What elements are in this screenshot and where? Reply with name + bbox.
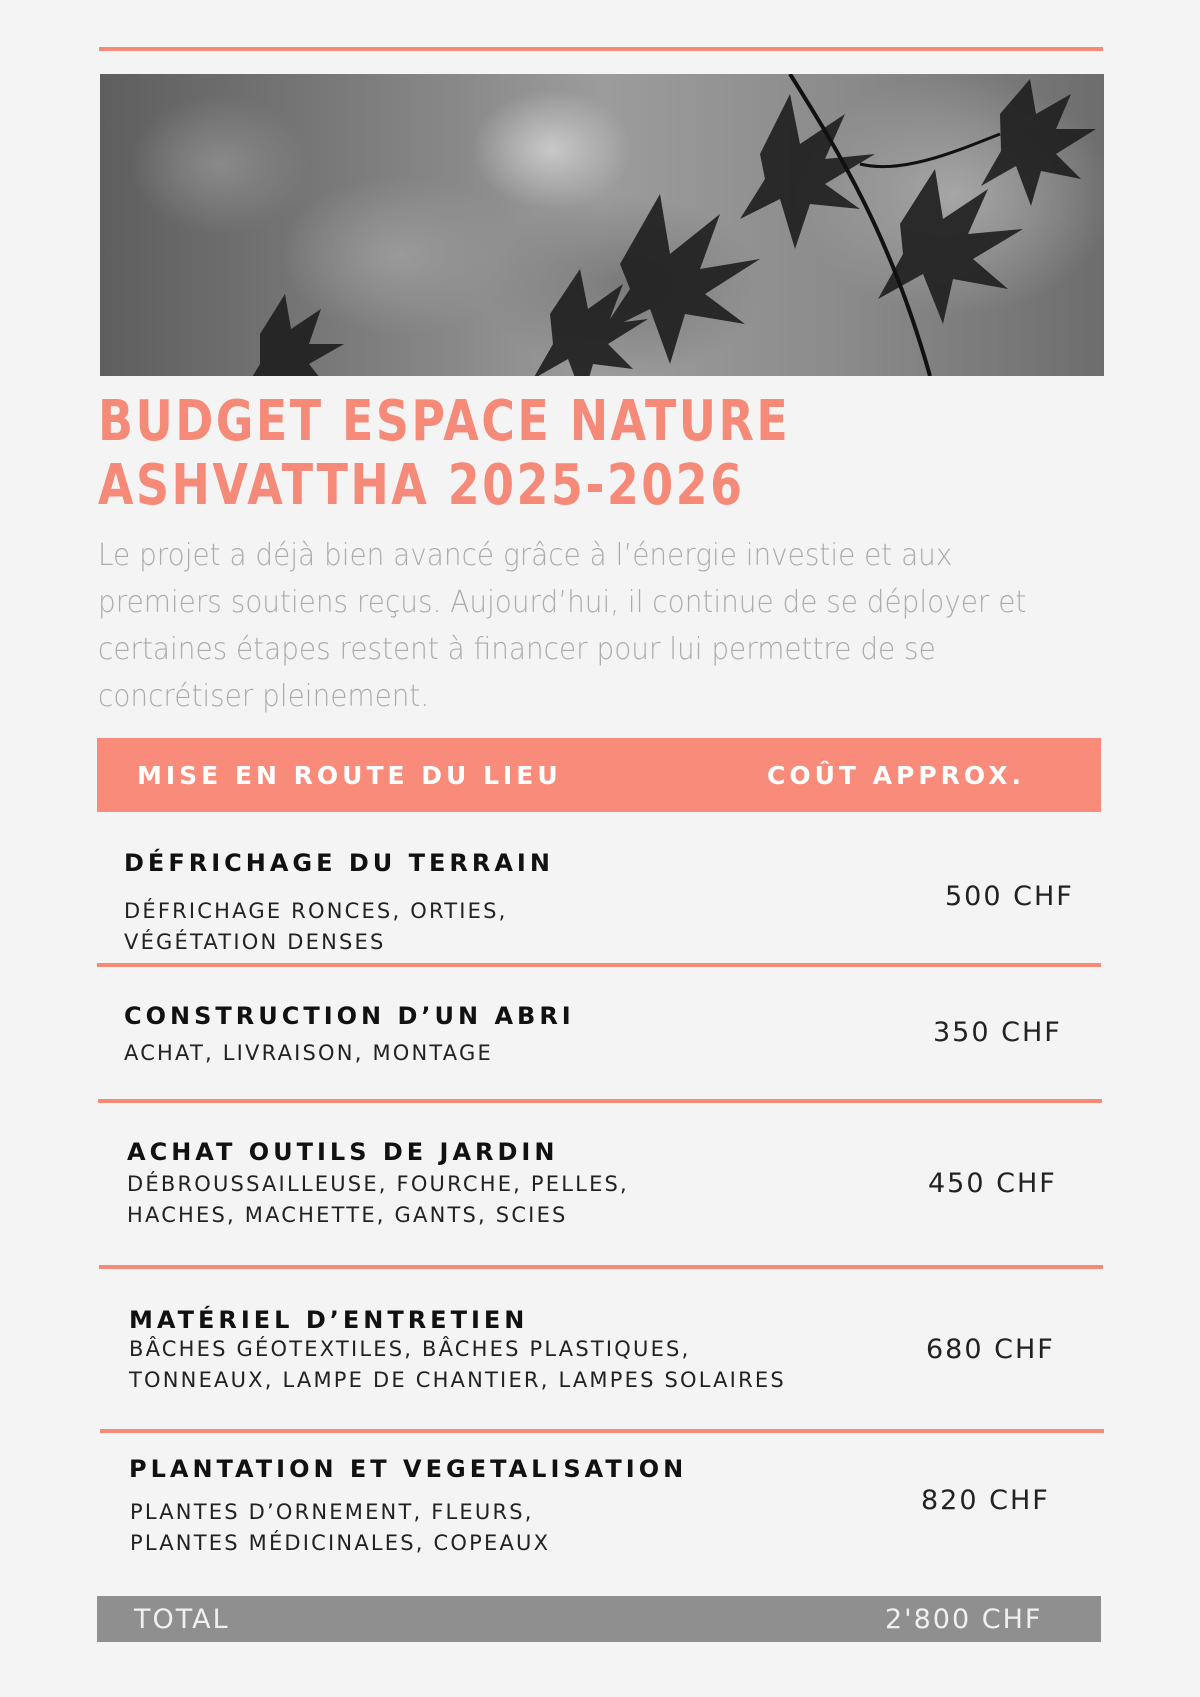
page-title: BUDGET ESPACE NATURE ASHVATTHA 2025-2026 [98, 389, 791, 518]
table-header [97, 738, 1101, 812]
item-cost: 680 CHF [926, 1334, 1055, 1365]
total-label: TOTAL [134, 1604, 230, 1635]
item-title: ACHAT OUTILS DE JARDIN [127, 1138, 559, 1166]
row-divider [99, 1265, 1103, 1269]
item-description [124, 1038, 844, 1069]
column-header-cost: COÛT APPROX. [767, 761, 1026, 790]
item-description-text: BÂCHES GÉOTEXTILES, BÂCHES PLASTIQUES, TONNEAUX, LAMPE DE CHANTIER, LAMPES SOLAIRES [129, 1337, 786, 1392]
item-cost: 820 CHF [921, 1485, 1050, 1516]
item-description-text: DÉFRICHAGE RONCES, ORTIES, VÉGÉTATION DENSES [124, 899, 508, 954]
intro-paragraph: Le projet a déjà bien avancé grâce à l’énergie investie et aux premiers soutiens reçus. Aujourd’hui, il continue de se déployer et certaines étapes restent à financer pour lui permettre de se concrétiser pleinement. [98, 538, 1027, 714]
item-title: PLANTATION ET VEGETALISATION [129, 1455, 688, 1483]
item-description-text: DÉBROUSSAILLEUSE, FOURCHE, PELLES, HACHES, MACHETTE, GANTS, SCIES [127, 1172, 629, 1227]
row-divider [97, 963, 1101, 967]
item-description [129, 1334, 929, 1396]
item-description-text: PLANTES D’ORNEMENT, FLEURS, PLANTES MÉDICINALES, COPEAUX [130, 1500, 551, 1555]
total-value: 2'800 CHF [885, 1604, 1043, 1635]
item-description [124, 896, 844, 958]
item-title: DÉFRICHAGE DU TERRAIN [124, 849, 554, 877]
hero-photo-maple-leaves [100, 74, 1104, 376]
item-title: MATÉRIEL D’ENTRETIEN [129, 1306, 529, 1334]
row-divider [100, 1429, 1104, 1433]
item-cost: 450 CHF [928, 1168, 1057, 1199]
item-title: CONSTRUCTION D’UN ABRI [124, 1002, 575, 1030]
top-rule [99, 47, 1103, 51]
item-cost: 350 CHF [933, 1017, 1062, 1048]
total-row [97, 1596, 1101, 1642]
column-header-item: MISE EN ROUTE DU LIEU [137, 761, 562, 790]
item-description-text: ACHAT, LIVRAISON, MONTAGE [124, 1041, 493, 1065]
item-description [130, 1497, 850, 1559]
row-divider [98, 1099, 1102, 1103]
item-description [127, 1169, 847, 1231]
item-cost: 500 CHF [945, 881, 1074, 912]
